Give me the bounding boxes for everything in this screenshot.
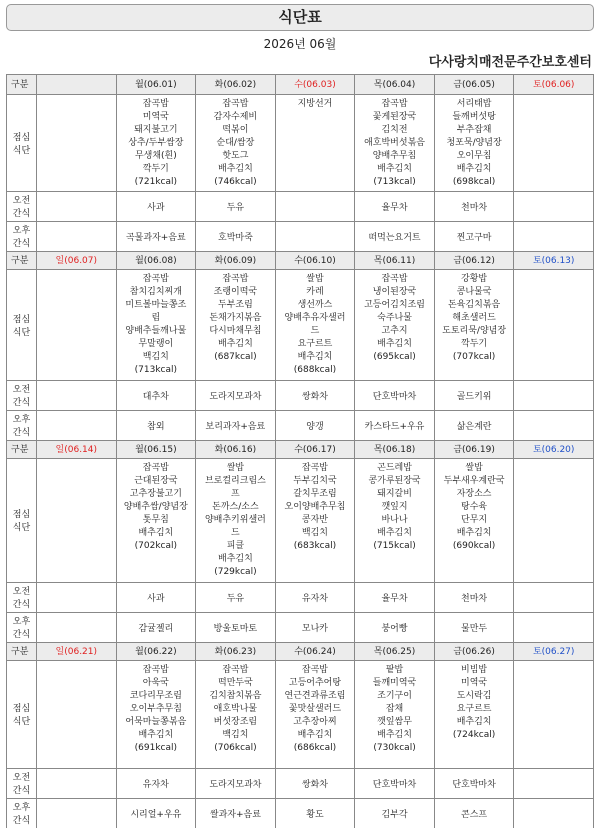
pm-snack-cell — [355, 613, 435, 643]
lunch-row — [7, 270, 594, 381]
am-snack-cell — [37, 769, 117, 799]
day-header: 토(06.13) — [514, 252, 594, 270]
pm-snack-cell-text: 김부각 — [381, 809, 408, 820]
pm-snack-cell-text: 참외 — [147, 421, 165, 432]
am-snack-cell-text: 천마차 — [461, 202, 488, 213]
lunch-menu-cell-text — [515, 271, 592, 273]
lunch-menu-cell-text — [38, 662, 115, 664]
pm-snack-cell — [37, 222, 117, 252]
pm-row — [7, 613, 594, 643]
lunch-menu-cell — [514, 661, 594, 769]
am-snack-cell — [275, 583, 355, 613]
pm-snack-cell — [37, 411, 117, 441]
lunch-menu-cell-text: 잡곡밥 아욱국 코다리무조림 오이부추무침 어묵마늘쫑볶음 배추김치 (691kcal) — [125, 665, 187, 753]
pm-snack-cell — [196, 411, 276, 441]
day-header: 수(06.03) — [275, 75, 355, 95]
pm-snack-cell — [514, 222, 594, 252]
pm-snack-cell-text — [515, 627, 592, 629]
lunch-label — [7, 459, 37, 583]
lunch-menu-cell-text: 지방선거 — [297, 99, 333, 109]
pm-snack-cell-text — [38, 425, 115, 427]
lunch-menu-cell-text — [515, 662, 592, 664]
pm-label — [7, 613, 37, 643]
am-snack-cell — [196, 583, 276, 613]
day-header: 목(06.18) — [355, 441, 435, 459]
pm-snack-cell-text: 호박마죽 — [218, 232, 253, 243]
lunch-menu-cell — [434, 459, 514, 583]
am-snack-cell — [275, 192, 355, 222]
am-snack-cell — [116, 192, 196, 222]
lunch-menu-cell-text — [38, 271, 115, 273]
pm-snack-cell-text — [38, 627, 115, 629]
am-snack-cell-text: 도라지모과차 — [209, 391, 262, 402]
day-header: 토(06.27) — [514, 643, 594, 661]
lunch-menu-cell-text: 곤드레밥 콩가루된장국 돼지갈비 깻잎지 바나나 배추김치 (715kcal) — [368, 463, 421, 551]
center-name: 다사랑치매전문주간보호센터 — [428, 55, 592, 70]
am-label — [7, 381, 37, 411]
pm-snack-cell — [196, 799, 276, 828]
month-label: 2026년 06월 — [263, 37, 337, 51]
am-snack-cell — [116, 381, 196, 411]
pm-label-text: 오후 간식 — [12, 617, 31, 640]
am-snack-cell-text: 골드키위 — [456, 391, 492, 402]
lunch-menu-cell-text: 잡곡밥 꽃게된장국 김치전 애호박버섯볶음 양배추무침 배추김치 (713kcal) — [364, 99, 425, 187]
am-snack-cell-text: 대추차 — [142, 391, 169, 402]
pm-snack-cell-text — [515, 813, 592, 815]
day-header: 수(06.17) — [275, 441, 355, 459]
am-snack-cell — [37, 381, 117, 411]
lunch-menu-cell — [434, 270, 514, 381]
am-label — [7, 583, 37, 613]
am-label-text: 오전 간식 — [12, 587, 31, 610]
lunch-menu-cell — [37, 459, 117, 583]
lunch-menu-cell — [196, 459, 276, 583]
am-row — [7, 769, 594, 799]
am-snack-cell-text: 두유 — [226, 593, 245, 604]
lunch-menu-cell — [355, 459, 435, 583]
lunch-row — [7, 459, 594, 583]
lunch-menu-cell-text: 쌀밥 카레 생선까스 양배추유자샐러 드 요구르트 배추김치 (688kcal) — [284, 274, 346, 375]
am-snack-cell-text: 쌍화차 — [301, 779, 329, 790]
am-snack-cell — [514, 769, 594, 799]
pm-snack-cell-text: 모나카 — [301, 623, 329, 634]
pm-snack-cell-text — [38, 813, 115, 815]
am-snack-cell — [196, 769, 276, 799]
pm-snack-cell — [275, 799, 355, 828]
lunch-menu-cell — [116, 459, 196, 583]
lunch-menu-cell — [434, 661, 514, 769]
am-snack-cell-text: 도라지모과차 — [209, 779, 262, 790]
am-snack-cell — [37, 583, 117, 613]
lunch-menu-cell-text: 잡곡밥 근대된장국 고추장불고기 양배추쌈/양념장 톳무침 배추김치 (702kcal) — [123, 463, 188, 551]
am-snack-cell — [37, 192, 117, 222]
lunch-menu-cell — [37, 95, 117, 192]
am-snack-cell — [434, 381, 514, 411]
menu-title: 식단표 — [6, 4, 594, 31]
lunch-menu-cell-text: 잡곡밥 참치김치찌개 미트볼마늘쫑조 림 양배추들깨나물 무말랭이 백김치 (713kcal) — [125, 274, 187, 375]
am-snack-cell — [275, 769, 355, 799]
pm-snack-cell — [196, 613, 276, 643]
lunch-menu-cell — [434, 95, 514, 192]
am-snack-cell — [196, 192, 276, 222]
am-snack-cell-text — [277, 206, 354, 208]
am-snack-cell-text: 율무차 — [381, 593, 408, 604]
day-header: 수(06.10) — [275, 252, 355, 270]
pm-snack-cell — [434, 613, 514, 643]
lunch-menu-cell-text: 잡곡밥 조랭이떡국 두부조림 돈채가지볶음 다시마채무침 배추김치 (687kcal) — [209, 274, 262, 362]
am-snack-cell — [434, 583, 514, 613]
lunch-menu-cell-text: 잡곡밥 미역국 돼지불고기 상추/두부쌈장 무생채(흰) 깍두기 (721kcal) — [128, 99, 184, 187]
lunch-menu-cell — [37, 661, 117, 769]
lunch-menu-cell — [355, 95, 435, 192]
day-header: 화(06.16) — [196, 441, 276, 459]
am-snack-cell-text: 두유 — [226, 202, 245, 213]
am-snack-cell — [116, 583, 196, 613]
lunch-menu-cell-text: 잡곡밥 냉이된장국 고등어김치조림 숙주나물 고추지 배추김치 (695kcal) — [364, 274, 425, 362]
lunch-label-text: 점심 식단 — [12, 510, 31, 533]
pm-snack-cell-text: 방울토마토 — [213, 623, 258, 634]
am-label-text: 오전 간식 — [12, 773, 31, 796]
pm-label-text: 오후 간식 — [12, 803, 31, 826]
header-label: 구분 — [7, 75, 37, 95]
am-snack-cell-text: 천마차 — [461, 593, 488, 604]
pm-label-text: 오후 간식 — [12, 415, 31, 438]
header-label: 구분 — [7, 441, 37, 459]
lunch-menu-cell — [355, 270, 435, 381]
day-header: 월(06.15) — [116, 441, 196, 459]
pm-snack-cell-text: 떠먹는요거트 — [368, 232, 421, 243]
lunch-menu-cell — [37, 270, 117, 381]
day-header: 일(06.07) — [37, 252, 117, 270]
lunch-menu-cell-text — [38, 96, 115, 98]
pm-snack-cell — [116, 411, 196, 441]
pm-snack-cell — [37, 613, 117, 643]
am-snack-cell — [275, 381, 355, 411]
pm-snack-cell — [434, 411, 514, 441]
pm-snack-cell-text: 붕어빵 — [381, 623, 408, 634]
week-header-row — [7, 252, 594, 270]
pm-snack-cell-text: 쌀과자+음료 — [209, 809, 261, 820]
lunch-menu-cell — [275, 661, 355, 769]
week-header-row — [7, 441, 594, 459]
pm-snack-cell-text: 곡물과자+음료 — [125, 232, 186, 243]
am-snack-cell — [355, 769, 435, 799]
day-header: 금(06.19) — [434, 441, 514, 459]
lunch-menu-cell — [355, 661, 435, 769]
am-snack-cell-text: 쌍화차 — [301, 391, 329, 402]
lunch-menu-cell — [196, 661, 276, 769]
lunch-label-text: 점심 식단 — [12, 704, 31, 727]
day-header: 월(06.08) — [116, 252, 196, 270]
pm-snack-cell — [355, 799, 435, 828]
day-header: 일(06.14) — [37, 441, 117, 459]
pm-snack-cell-text: 양갱 — [306, 421, 324, 432]
week-header-row — [7, 75, 594, 95]
pm-snack-cell — [514, 613, 594, 643]
am-snack-cell-text — [515, 206, 592, 208]
am-row — [7, 381, 594, 411]
am-snack-cell-text — [515, 597, 592, 599]
am-snack-cell — [434, 192, 514, 222]
lunch-label — [7, 95, 37, 192]
pm-snack-cell-text — [515, 236, 592, 238]
am-snack-cell-text: 율무차 — [381, 202, 408, 213]
am-row — [7, 583, 594, 613]
day-header: 수(06.24) — [275, 643, 355, 661]
pm-snack-cell-text: 카스타드+우유 — [364, 421, 425, 432]
pm-snack-cell-text: 콘스프 — [461, 809, 488, 820]
am-snack-cell-text — [38, 597, 115, 599]
lunch-menu-cell-text: 서리태밥 들깨버섯탕 부추잡채 청포묵/양념장 오이무침 배추김치 (698kcal) — [446, 99, 502, 187]
pm-snack-cell-text: 감귤젤리 — [138, 623, 174, 634]
pm-snack-cell — [275, 613, 355, 643]
lunch-menu-cell-text: 쌀밥 두부새우계란국 자장소스 탕수육 단무지 배추김치 (690kcal) — [443, 463, 505, 551]
pm-label — [7, 222, 37, 252]
lunch-menu-cell — [514, 270, 594, 381]
am-label — [7, 769, 37, 799]
lunch-label-text: 점심 식단 — [12, 314, 31, 338]
lunch-menu-cell-text — [515, 96, 592, 98]
pm-snack-cell — [275, 222, 355, 252]
day-header: 월(06.01) — [116, 75, 196, 95]
am-snack-cell-text: 사과 — [147, 593, 165, 604]
am-snack-cell-text: 유자차 — [142, 779, 169, 790]
day-header: 토(06.20) — [514, 441, 594, 459]
am-snack-cell-text — [515, 395, 592, 397]
day-header: 일(06.21) — [37, 643, 117, 661]
lunch-menu-cell-text: 잡곡밥 두부김치국 갈치무조림 오이양배추무침 콩자반 백김치 (683kcal) — [284, 463, 346, 551]
lunch-row — [7, 661, 594, 769]
day-header: 금(06.26) — [434, 643, 514, 661]
lunch-menu-cell-text — [38, 460, 115, 462]
lunch-row — [7, 95, 594, 192]
pm-snack-cell — [434, 222, 514, 252]
am-label-text: 오전 간식 — [12, 196, 31, 219]
pm-snack-cell — [275, 411, 355, 441]
lunch-menu-cell-text: 잡곡밥 고등어추어탕 연근견과류조림 꽃맛살샐러드 고추장아찌 배추김치 (686kcal) — [284, 665, 346, 753]
lunch-menu-cell-text: 강황밥 콩나물국 돈육김치볶음 해초샐러드 도토리묵/양념장 깍두기 (707kcal) — [442, 274, 507, 362]
meal-plan-table — [6, 74, 594, 828]
day-header: 월(06.22) — [116, 643, 196, 661]
day-header: 금(06.12) — [434, 252, 514, 270]
pm-label-text: 오후 간식 — [12, 226, 31, 249]
am-snack-cell — [196, 381, 276, 411]
lunch-menu-cell — [196, 270, 276, 381]
pm-snack-cell-text: 찐고구마 — [456, 232, 492, 243]
pm-snack-cell-text — [38, 236, 115, 238]
lunch-menu-cell-text: 쌀밥 브로컬리크림스 프 돈까스/소스 양배추키위샐러 드 피클 배추김치 (729kcal) — [204, 463, 266, 577]
lunch-menu-cell — [116, 661, 196, 769]
week-header-row — [7, 643, 594, 661]
day-header: 화(06.23) — [196, 643, 276, 661]
pm-snack-cell-text — [277, 236, 354, 238]
am-snack-cell — [514, 583, 594, 613]
am-snack-cell — [514, 381, 594, 411]
am-snack-cell-text: 단호박마차 — [372, 779, 417, 790]
lunch-label-text: 점심 식단 — [12, 132, 31, 156]
day-header: 목(06.25) — [355, 643, 435, 661]
day-header: 금(06.05) — [434, 75, 514, 95]
pm-snack-cell — [514, 411, 594, 441]
pm-snack-cell — [514, 799, 594, 828]
am-snack-cell — [355, 192, 435, 222]
lunch-label — [7, 270, 37, 381]
header-label: 구분 — [7, 252, 37, 270]
lunch-menu-cell — [275, 459, 355, 583]
am-snack-cell-text: 사과 — [147, 202, 165, 213]
pm-snack-cell-text: 삶은계란 — [456, 421, 492, 432]
pm-label — [7, 799, 37, 828]
am-snack-cell — [116, 769, 196, 799]
pm-snack-cell — [116, 799, 196, 828]
header-label: 구분 — [7, 643, 37, 661]
pm-snack-cell-text: 황도 — [306, 809, 324, 820]
lunch-menu-cell — [275, 270, 355, 381]
lunch-menu-cell-text — [515, 460, 592, 462]
day-header — [37, 75, 117, 95]
pm-snack-cell-text — [515, 425, 592, 427]
am-label — [7, 192, 37, 222]
day-header: 목(06.11) — [355, 252, 435, 270]
am-label-text: 오전 간식 — [12, 385, 31, 408]
lunch-label — [7, 661, 37, 769]
lunch-menu-cell — [116, 95, 196, 192]
pm-row — [7, 222, 594, 252]
pm-label — [7, 411, 37, 441]
am-snack-cell — [514, 192, 594, 222]
lunch-menu-cell-text: 비빔밥 미역국 도시락김 요구르트 배추김치 (724kcal) — [452, 665, 496, 740]
pm-snack-cell — [355, 411, 435, 441]
lunch-menu-cell-text: 팥밥 들깨미역국 조기구이 잡채 깻잎쌈무 배추김치 (730kcal) — [372, 665, 417, 753]
am-row — [7, 192, 594, 222]
am-snack-cell-text — [38, 206, 115, 208]
pm-snack-cell-text: 물만두 — [461, 623, 488, 634]
day-header: 화(06.09) — [196, 252, 276, 270]
lunch-menu-cell — [116, 270, 196, 381]
lunch-menu-cell-text: 잡곡밥 떡만두국 김치참치볶음 애호박나물 버섯장조림 백김치 (706kcal) — [209, 665, 262, 753]
pm-row — [7, 799, 594, 828]
am-snack-cell-text: 유자차 — [301, 593, 329, 604]
lunch-menu-cell-text: 잡곡밥 감자수제비 떡볶이 순대/쌈장 핫도그 배추김치 (746kcal) — [213, 99, 258, 187]
day-header: 화(06.02) — [196, 75, 276, 95]
pm-snack-cell-text: 시리얼+우유 — [130, 809, 182, 820]
am-snack-cell-text: 단호박마차 — [372, 391, 417, 402]
pm-snack-cell — [196, 222, 276, 252]
am-snack-cell-text — [38, 783, 115, 785]
lunch-menu-cell — [514, 95, 594, 192]
am-snack-cell-text — [38, 395, 115, 397]
pm-snack-cell — [116, 222, 196, 252]
pm-row — [7, 411, 594, 441]
am-snack-cell-text — [515, 783, 592, 785]
lunch-menu-cell — [196, 95, 276, 192]
pm-snack-cell — [116, 613, 196, 643]
lunch-menu-cell — [275, 95, 355, 192]
am-snack-cell — [434, 769, 514, 799]
pm-snack-cell — [434, 799, 514, 828]
pm-snack-cell — [355, 222, 435, 252]
pm-snack-cell — [37, 799, 117, 828]
am-snack-cell — [355, 381, 435, 411]
pm-snack-cell-text: 보리과자+음료 — [205, 421, 266, 432]
day-header: 목(06.04) — [355, 75, 435, 95]
day-header: 토(06.06) — [514, 75, 594, 95]
am-snack-cell-text: 단호박마차 — [452, 779, 496, 790]
lunch-menu-cell — [514, 459, 594, 583]
am-snack-cell — [355, 583, 435, 613]
